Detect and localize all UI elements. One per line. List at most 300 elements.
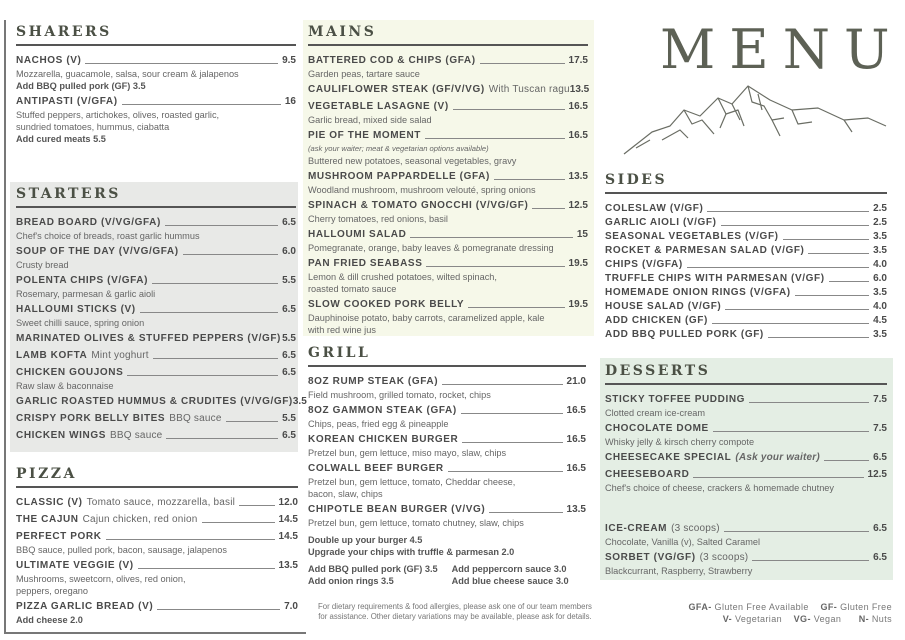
item-price: 16.5	[566, 405, 586, 416]
dotted-leader	[489, 512, 562, 513]
menu-item	[16, 274, 296, 300]
legend-label: Vegan	[813, 614, 842, 624]
dotted-leader	[425, 138, 565, 139]
mountain-illustration-icon	[622, 80, 888, 156]
menu-item-row	[308, 199, 588, 213]
dotted-leader	[468, 307, 564, 308]
menu-item-row	[16, 349, 296, 363]
menu-item	[16, 216, 296, 242]
dotted-leader	[462, 442, 562, 443]
item-price: 3.5	[292, 396, 307, 407]
dotted-leader	[410, 237, 572, 238]
menu-item-row	[605, 422, 887, 436]
menu-item-row	[16, 412, 296, 426]
item-description: Dauphinoise potato, baby carrots, caramelized apple, kale	[308, 313, 545, 323]
dietary-legend	[640, 601, 892, 625]
item-description: Pretzel bun, gem lettuce, tomato, Cheddar cheese,	[308, 477, 516, 487]
menu-item	[308, 199, 588, 225]
menu-item-row	[605, 393, 887, 407]
item-addon: Add cured meats 5.5	[16, 134, 106, 144]
menu-item-row	[16, 366, 296, 380]
menu-item	[605, 216, 887, 230]
section-starters	[16, 186, 307, 446]
menu-item-row	[16, 559, 298, 573]
menu-item	[308, 298, 588, 336]
menu-item-row	[16, 429, 296, 443]
menu-item-row	[605, 230, 887, 244]
section-heading: SIDES	[605, 172, 887, 194]
item-price: 16	[284, 96, 296, 107]
dotted-leader	[795, 295, 869, 296]
dotted-leader	[152, 283, 278, 284]
dotted-leader	[725, 309, 869, 310]
item-description: Crusty bread	[16, 260, 69, 270]
item-price: 6.5	[282, 350, 296, 361]
menu-item-row	[16, 54, 296, 68]
dotted-leader	[494, 179, 565, 180]
menu-item	[308, 257, 588, 295]
item-price: 16.5	[568, 130, 588, 141]
section-mains	[308, 24, 588, 339]
item-name: CHEESECAKE SPECIAL	[605, 452, 732, 463]
item-name: CLASSIC (V)	[16, 497, 83, 508]
item-note: BBQ sauce	[110, 430, 163, 441]
menu-item-row	[308, 228, 588, 242]
legend-label: Vegetarian	[734, 614, 783, 624]
section-sides	[605, 172, 887, 342]
dotted-leader	[157, 609, 280, 610]
item-addon: Add cheese 2.0	[16, 615, 83, 625]
menu-item	[605, 244, 887, 258]
menu-item-row	[605, 314, 887, 328]
item-price: 13.5	[569, 84, 590, 95]
dotted-leader	[202, 522, 275, 523]
dotted-leader	[226, 421, 278, 422]
dotted-leader	[687, 267, 869, 268]
menu-item	[308, 404, 586, 430]
item-description: Raw slaw & baconnaise	[16, 381, 114, 391]
item-description: Chips, peas, fried egg & pineapple	[308, 419, 449, 429]
item-name: TRUFFLE CHIPS WITH PARMESAN (V/GF)	[605, 273, 825, 284]
item-name: PAN FRIED SEABASS	[308, 258, 423, 269]
menu-item-row	[605, 202, 887, 216]
page-border-left	[4, 20, 6, 634]
dotted-leader	[707, 211, 869, 212]
menu-item-row	[16, 496, 298, 510]
item-price: 13.5	[278, 560, 298, 571]
section-heading: DESSERTS	[605, 363, 887, 385]
item-price: 12.5	[568, 200, 588, 211]
menu-item	[605, 300, 887, 314]
addon-text: Upgrade your chips with truffle & parmesan 2.0	[308, 547, 515, 557]
menu-item-row	[605, 328, 887, 342]
item-name: SEASONAL VEGETABLES (V/GF)	[605, 231, 779, 242]
item-description: Chocolate, Vanilla (v), Salted Caramel	[605, 537, 761, 547]
item-addon: Add BBQ pulled pork (GF) 3.5	[16, 81, 146, 91]
item-price: 7.5	[873, 423, 887, 434]
dotted-leader	[768, 337, 869, 338]
item-description: bacon, slaw, chips	[308, 489, 383, 499]
menu-item-row	[308, 404, 586, 418]
dotted-leader	[752, 560, 869, 561]
item-description: Blackcurrant, Raspberry, Strawberry	[605, 566, 753, 576]
dotted-leader	[808, 253, 869, 254]
menu-item	[16, 600, 298, 626]
menu-item-row	[605, 286, 887, 300]
menu-item-row	[16, 274, 296, 288]
item-name: KOREAN CHICKEN BURGER	[308, 434, 459, 445]
dotted-leader	[442, 384, 562, 385]
menu-item	[16, 530, 298, 556]
item-price: 15	[576, 229, 588, 240]
item-price: 6.5	[282, 367, 296, 378]
item-name: THE CAJUN	[16, 514, 79, 525]
item-price: 3.5	[873, 329, 887, 340]
item-price: 5.5	[282, 333, 296, 344]
item-price: 19.5	[568, 299, 588, 310]
item-description: Mozzarella, guacamole, salsa, sour cream & jalapenos	[16, 69, 239, 79]
item-price: 17.5	[568, 55, 588, 66]
menu-item	[16, 95, 296, 145]
item-name: GARLIC AIOLI (V/GF)	[605, 217, 717, 228]
grill-extra-addons	[308, 563, 586, 587]
item-price: 4.0	[873, 259, 887, 270]
legend-code: V-	[722, 614, 733, 624]
item-price: 13.5	[566, 504, 586, 515]
legend-label: Gluten Free Available	[714, 602, 809, 612]
menu-item	[308, 54, 588, 80]
item-name: CHOCOLATE DOME	[605, 423, 709, 434]
menu-item	[605, 451, 887, 465]
dotted-leader	[166, 438, 278, 439]
menu-item-row	[308, 257, 588, 271]
section-heading: PIZZA	[16, 466, 298, 488]
section-sharers	[16, 24, 296, 148]
menu-item	[605, 272, 887, 286]
item-price: 12.0	[278, 497, 298, 508]
section-pizza	[16, 466, 298, 629]
page-border-bottom	[4, 632, 306, 634]
grill-addons	[308, 534, 586, 558]
item-name: CAULIFLOWER STEAK (GF/V/VG)	[308, 84, 485, 95]
item-note: With Tuscan ragu	[488, 84, 570, 95]
section-heading: STARTERS	[16, 186, 296, 208]
item-description: Whisky jelly & kirsch cherry compote	[605, 437, 755, 447]
item-price: 13.5	[568, 171, 588, 182]
item-name: SPINACH & TOMATO GNOCCHI (V/VG/GF)	[308, 200, 529, 211]
menu-item-row	[308, 462, 586, 476]
item-description: Pretzel bun, gem lettuce, miso mayo, slaw, chips	[308, 448, 507, 458]
item-name: 8OZ RUMP STEAK (GFA)	[308, 376, 439, 387]
menu-item-row	[605, 451, 887, 465]
dotted-leader	[783, 239, 870, 240]
item-price: 12.5	[867, 469, 887, 480]
menu-item	[308, 462, 586, 500]
item-price: 4.0	[873, 301, 887, 312]
item-price: 2.5	[873, 217, 887, 228]
item-note: (Ask your waiter)	[735, 452, 820, 463]
item-price: 5.5	[282, 275, 296, 286]
menu-item-row	[308, 129, 588, 143]
menu-item	[16, 559, 298, 597]
menu-item-row	[605, 522, 887, 536]
legend-code: GFA-	[688, 602, 712, 612]
menu-item-row	[308, 170, 588, 184]
menu-item	[605, 328, 887, 342]
addon-text: Add peppercorn sauce 3.0	[451, 564, 567, 574]
item-price: 19.5	[568, 258, 588, 269]
item-description: with red wine jus	[308, 325, 376, 335]
footnote-line: For dietary requirements & food allergies, please ask one of our team members	[318, 602, 592, 611]
menu-item-row	[16, 513, 298, 527]
dotted-leader	[480, 63, 565, 64]
item-note: (3 scoops)	[671, 523, 720, 534]
item-name: COLWALL BEEF BURGER	[308, 463, 444, 474]
item-name: ROCKET & PARMESAN SALAD (V/GF)	[605, 245, 805, 256]
item-price: 6.5	[873, 552, 887, 563]
menu-item-row	[605, 551, 887, 565]
item-name: VEGETABLE LASAGNE (V)	[308, 101, 449, 112]
item-description: Rosemary, parmesan & garlic aioli	[16, 289, 156, 299]
dotted-leader	[829, 281, 869, 282]
item-description: roasted tomato sauce	[308, 284, 397, 294]
menu-item	[16, 332, 296, 346]
item-price: 16.5	[568, 101, 588, 112]
addon-text: Add blue cheese sauce 3.0	[451, 576, 569, 586]
menu-item	[16, 54, 296, 92]
item-price: 3.5	[873, 287, 887, 298]
menu-item-row	[16, 303, 296, 317]
item-name: CHICKEN GOUJONS	[16, 367, 124, 378]
menu-title: MENU	[660, 18, 904, 81]
section-heading: SHARERS	[16, 24, 296, 46]
item-price: 7.0	[284, 601, 298, 612]
menu-item-row	[308, 503, 586, 517]
menu-item	[16, 429, 296, 443]
dotted-leader	[693, 477, 863, 478]
menu-item	[308, 129, 588, 167]
dotted-leader	[824, 460, 869, 461]
item-price: 16.5	[566, 434, 586, 445]
item-name: ADD BBQ PULLED PORK (GF)	[605, 329, 764, 340]
dotted-leader	[138, 568, 275, 569]
menu-item	[16, 395, 307, 409]
dotted-leader	[461, 413, 563, 414]
item-name: CHIPS (V/GFA)	[605, 259, 683, 270]
addon-text: Add BBQ pulled pork (GF) 3.5	[308, 564, 438, 574]
dotted-leader	[713, 431, 869, 432]
menu-item	[605, 551, 887, 577]
item-description: Chef's choice of cheese, crackers & homemade chutney	[605, 483, 835, 493]
menu-item	[308, 170, 588, 196]
item-name: ICE-CREAM	[605, 523, 668, 534]
item-name: CHIPOTLE BEAN BURGER (V/VG)	[308, 504, 486, 515]
item-name: SOUP OF THE DAY (V/VG/GFA)	[16, 246, 179, 257]
item-name: CRISPY PORK BELLY BITES	[16, 413, 166, 424]
legend-label: Nuts	[871, 614, 892, 624]
item-name: MARINATED OLIVES & STUFFED PEPPERS (V/GF)	[16, 333, 281, 344]
menu-item	[605, 202, 887, 216]
menu-item-row	[308, 54, 588, 68]
item-name: PIZZA GARLIC BREAD (V)	[16, 601, 154, 612]
addon-text: Add onion rings 3.5	[308, 576, 394, 586]
menu-item	[605, 422, 887, 448]
dotted-leader	[140, 312, 278, 313]
menu-item-row	[308, 100, 588, 114]
menu-item	[308, 433, 586, 459]
dotted-leader	[183, 254, 278, 255]
item-name: COLESLAW (V/GF)	[605, 203, 704, 214]
dotted-leader	[448, 471, 563, 472]
menu-item	[605, 522, 887, 548]
item-price: 6.0	[282, 246, 296, 257]
item-name: HALLOUMI STICKS (V)	[16, 304, 136, 315]
item-note: Tomato sauce, mozzarella, basil	[86, 497, 236, 508]
item-price: 6.5	[282, 430, 296, 441]
section-heading: MAINS	[308, 24, 588, 46]
item-name: ADD CHICKEN (GF)	[605, 315, 708, 326]
item-name: HOUSE SALAD (V/GF)	[605, 301, 722, 312]
item-name: GARLIC ROASTED HUMMUS & CRUDITES (V/VG/GF)	[16, 396, 293, 407]
item-description: Field mushroom, grilled tomato, rocket, chips	[308, 390, 491, 400]
item-price: 3.5	[873, 245, 887, 256]
section-grill	[308, 345, 586, 587]
dotted-leader	[106, 539, 275, 540]
menu-item-row	[308, 375, 586, 389]
item-price: 6.5	[282, 304, 296, 315]
legend-code: VG-	[793, 614, 811, 624]
item-price: 16.5	[566, 463, 586, 474]
dietary-footnote	[310, 602, 600, 622]
item-name: SLOW COOKED PORK BELLY	[308, 299, 465, 310]
item-price: 14.5	[278, 531, 298, 542]
dotted-leader	[165, 225, 278, 226]
dotted-leader	[239, 505, 274, 506]
menu-item-row	[308, 298, 588, 312]
menu-item	[605, 230, 887, 244]
item-name: 8OZ GAMMON STEAK (GFA)	[308, 405, 457, 416]
item-name: BREAD BOARD (V/VG/GFA)	[16, 217, 161, 228]
menu-item	[308, 503, 586, 529]
item-name: STICKY TOFFEE PUDDING	[605, 394, 746, 405]
dotted-leader	[721, 225, 870, 226]
item-price: 14.5	[278, 514, 298, 525]
item-name: SORBET (VG/GF)	[605, 552, 696, 563]
menu-item-row	[16, 216, 296, 230]
menu-item-row	[16, 95, 296, 109]
menu-item	[16, 245, 296, 271]
item-price: 6.5	[873, 452, 887, 463]
item-name: HOMEMADE ONION RINGS (V/GFA)	[605, 287, 791, 298]
dotted-leader	[122, 104, 281, 105]
dotted-leader	[426, 266, 564, 267]
legend-code: N-	[858, 614, 869, 624]
item-note: Mint yoghurt	[91, 350, 149, 361]
menu-item-row	[16, 530, 298, 544]
item-price: 3.5	[873, 231, 887, 242]
item-name: ANTIPASTI (V/GFA)	[16, 96, 118, 107]
item-name: LAMB KOFTA	[16, 350, 88, 361]
item-price: 7.5	[873, 394, 887, 405]
menu-item-row	[605, 272, 887, 286]
addon-text: Double up your burger 4.5	[308, 535, 423, 545]
menu-item-row	[16, 600, 298, 614]
menu-item	[16, 513, 298, 527]
item-description: Pretzel bun, gem lettuce, tomato chutney, slaw, chips	[308, 518, 524, 528]
item-note: (ask your waiter; meat & vegetarian options available)	[308, 144, 489, 153]
item-description: Woodland mushroom, mushroom velouté, spring onions	[308, 185, 536, 195]
menu-item	[605, 314, 887, 328]
dotted-leader	[532, 208, 564, 209]
item-description: Lemon & dill crushed potatoes, wilted spinach,	[308, 272, 497, 282]
item-price: 2.5	[873, 203, 887, 214]
dotted-leader	[85, 63, 278, 64]
menu-item-row	[16, 332, 296, 346]
menu-item	[16, 366, 296, 392]
menu-item	[308, 375, 586, 401]
item-price: 9.5	[282, 55, 296, 66]
item-description: Garlic bread, mixed side salad	[308, 115, 432, 125]
item-price: 5.5	[282, 413, 296, 424]
menu-item	[605, 468, 887, 494]
item-name: HALLOUMI SALAD	[308, 229, 407, 240]
item-description: Buttered new potatoes, seasonal vegetables, gravy	[308, 156, 517, 166]
item-name: CHEESEBOARD	[605, 469, 690, 480]
menu-item	[308, 228, 588, 254]
footnote-line: for assistance. Other dietary variations may be available, please ask for details.	[318, 612, 592, 621]
item-note: (3 scoops)	[699, 552, 749, 563]
dotted-leader	[153, 358, 278, 359]
dotted-leader	[127, 375, 278, 376]
menu-item	[308, 100, 588, 126]
item-price: 21.0	[566, 376, 586, 387]
item-name: PIE OF THE MOMENT	[308, 130, 421, 141]
item-description: BBQ sauce, pulled pork, bacon, sausage, jalapenos	[16, 545, 227, 555]
item-price: 6.5	[282, 217, 296, 228]
menu-item-row	[605, 258, 887, 272]
menu-item-row	[605, 468, 887, 482]
menu-item	[16, 303, 296, 329]
item-description: Clotted cream ice-cream	[605, 408, 706, 418]
item-price: 6.0	[873, 273, 887, 284]
dotted-leader	[712, 323, 869, 324]
item-description: Sweet chilli sauce, spring onion	[16, 318, 145, 328]
menu-item	[16, 412, 296, 426]
section-desserts	[605, 363, 887, 580]
item-note: BBQ sauce	[169, 413, 222, 424]
item-description: Cherry tomatoes, red onions, basil	[308, 214, 448, 224]
item-name: CHICKEN WINGS	[16, 430, 107, 441]
item-name: MUSHROOM PAPPARDELLE (GFA)	[308, 171, 490, 182]
item-description: Pomegranate, orange, baby leaves & pomegranate dressing	[308, 243, 554, 253]
dotted-leader	[749, 402, 869, 403]
dotted-leader	[453, 109, 565, 110]
menu-item	[605, 258, 887, 272]
menu-item-row	[16, 395, 307, 409]
item-description: Mushrooms, sweetcorn, olives, red onion,	[16, 574, 186, 584]
menu-item	[605, 286, 887, 300]
menu-item-row	[308, 433, 586, 447]
item-description: peppers, oregano	[16, 586, 89, 596]
item-name: NACHOS (V)	[16, 55, 82, 66]
legend-code: GF-	[820, 602, 838, 612]
menu-item	[16, 496, 298, 510]
menu-item-row	[16, 245, 296, 259]
section-heading: GRILL	[308, 345, 586, 367]
legend-label: Gluten Free	[840, 602, 892, 612]
dotted-leader	[724, 531, 869, 532]
item-description: Garden peas, tartare sauce	[308, 69, 420, 79]
